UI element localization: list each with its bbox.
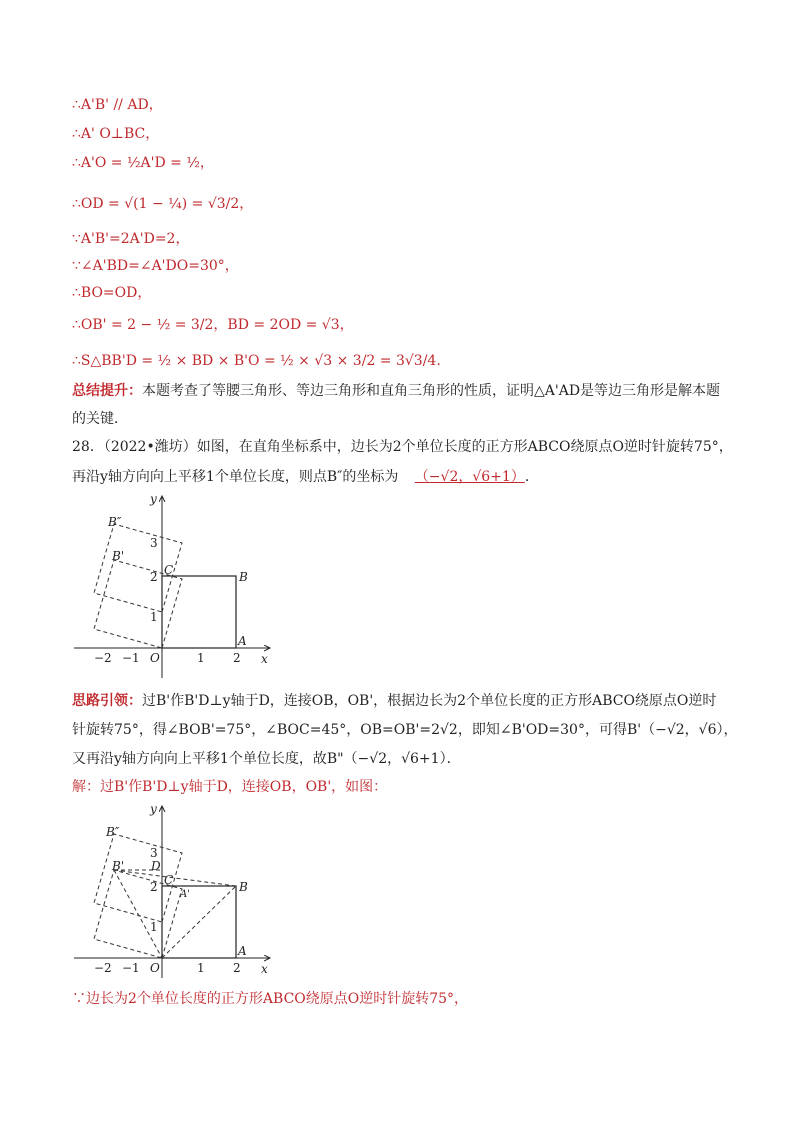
proof-line-2: ∴A' O⊥BC，	[72, 126, 160, 142]
figure-1	[72, 488, 287, 678]
tick-y-2: 2	[150, 570, 158, 584]
square-abco	[162, 576, 236, 648]
tick-x-neg1: −1	[122, 961, 140, 975]
label-c: C	[164, 873, 174, 887]
hint-text-1: 过B'作B'D⊥y轴于D，连接OB，OB'，根据边长为2个单位长度的正方形ABCO绕原点O逆时	[142, 693, 717, 709]
label-o: O	[150, 651, 160, 665]
tick-y-1: 1	[150, 920, 158, 934]
proof-line-4: ∴OD = √(1 − ¼) = √3/2，	[72, 196, 254, 212]
proof-line-8: ∴OB' = 2 − ½ = 3/2，BD = 2OD = √3，	[72, 317, 354, 333]
figure-2	[72, 800, 287, 980]
summary-label: 总结提升：	[72, 383, 142, 399]
tick-x-neg2: −2	[94, 651, 112, 665]
tick-x-neg2: −2	[94, 961, 112, 975]
proof-line-5: ∵A'B'=2A'D=2，	[72, 231, 190, 247]
label-a: A	[238, 634, 247, 648]
answer-blank: （−√2，√6+1）	[414, 469, 525, 485]
tick-y-3: 3	[150, 846, 158, 860]
tick-y-2: 2	[150, 880, 158, 894]
tick-x-neg1: −1	[122, 651, 140, 665]
hint-line-2: 针旋转75°，得∠BOB'=75°，∠BOC=45°，OB=OB'=2√2，即知∠B'OD=30°，可得B'（−√2，√6），	[72, 722, 738, 738]
label-a-prime: A'	[180, 889, 190, 900]
tick-y-3: 3	[150, 536, 158, 550]
proof-line-1: ∴A'B' // AD，	[72, 97, 163, 113]
proof-line-9: ∴S△BB'D = ½ × BD × B'O = ½ × √3 × 3/2 = 3√3/4.	[72, 353, 441, 369]
hint-line-1	[72, 694, 716, 708]
summary-text: 本题考查了等腰三角形、等边三角形和直角三角形的性质，证明△A'AD是等边三角形是解本题的关键．	[72, 383, 721, 427]
segment-ob	[162, 886, 236, 958]
last-line: ∵边长为2个单位长度的正方形ABCO绕原点O逆时针旋转75°，	[72, 991, 469, 1007]
solution-line	[72, 780, 387, 794]
label-c: C	[164, 563, 174, 577]
label-b: B	[239, 880, 248, 894]
hint-line-3: 又再沿y轴方向向上平移1个单位长度，故B"（−√2，√6+1）．	[72, 751, 461, 767]
label-b: B	[239, 570, 248, 584]
problem-text-2: 再沿y轴方向向上平移1个单位长度，则点B″的坐标为	[72, 469, 399, 485]
label-y: y	[150, 492, 157, 506]
label-b-prime: B'	[112, 859, 125, 873]
tick-x-1: 1	[197, 961, 205, 975]
proof-line-3: ∴A'O = ½A'D = ½，	[72, 155, 214, 171]
label-o: O	[150, 961, 160, 975]
problem-end: ．	[524, 469, 539, 485]
problem-line-2	[72, 470, 539, 484]
solution-label: 解：	[72, 779, 100, 795]
tick-x-2: 2	[233, 961, 241, 975]
label-x: x	[261, 652, 268, 666]
label-b-prime: B'	[112, 549, 125, 563]
hint-label: 思路引领：	[72, 693, 142, 709]
label-b-double-prime: B″	[106, 825, 120, 839]
label-d: D	[151, 859, 161, 873]
proof-line-6: ∵∠A'BD=∠A'DO=30°，	[72, 258, 239, 274]
label-y: y	[150, 802, 157, 816]
label-a: A	[238, 944, 247, 958]
problem-line-1: 28．（2022•潍坊）如图，在直角坐标系中，边长为2个单位长度的正方形ABCO绕原点O逆时针旋转75°，	[72, 439, 733, 455]
label-b-double-prime: B″	[108, 515, 122, 529]
proof-line-7: ∴BO=OD，	[72, 285, 152, 301]
tick-x-2: 2	[233, 651, 241, 665]
tick-x-1: 1	[197, 651, 205, 665]
solution-text: 过B'作B'D⊥y轴于D，连接OB，OB'，如图：	[100, 779, 388, 795]
summary-paragraph	[72, 377, 722, 433]
label-x: x	[261, 962, 268, 976]
tick-y-1: 1	[150, 610, 158, 624]
